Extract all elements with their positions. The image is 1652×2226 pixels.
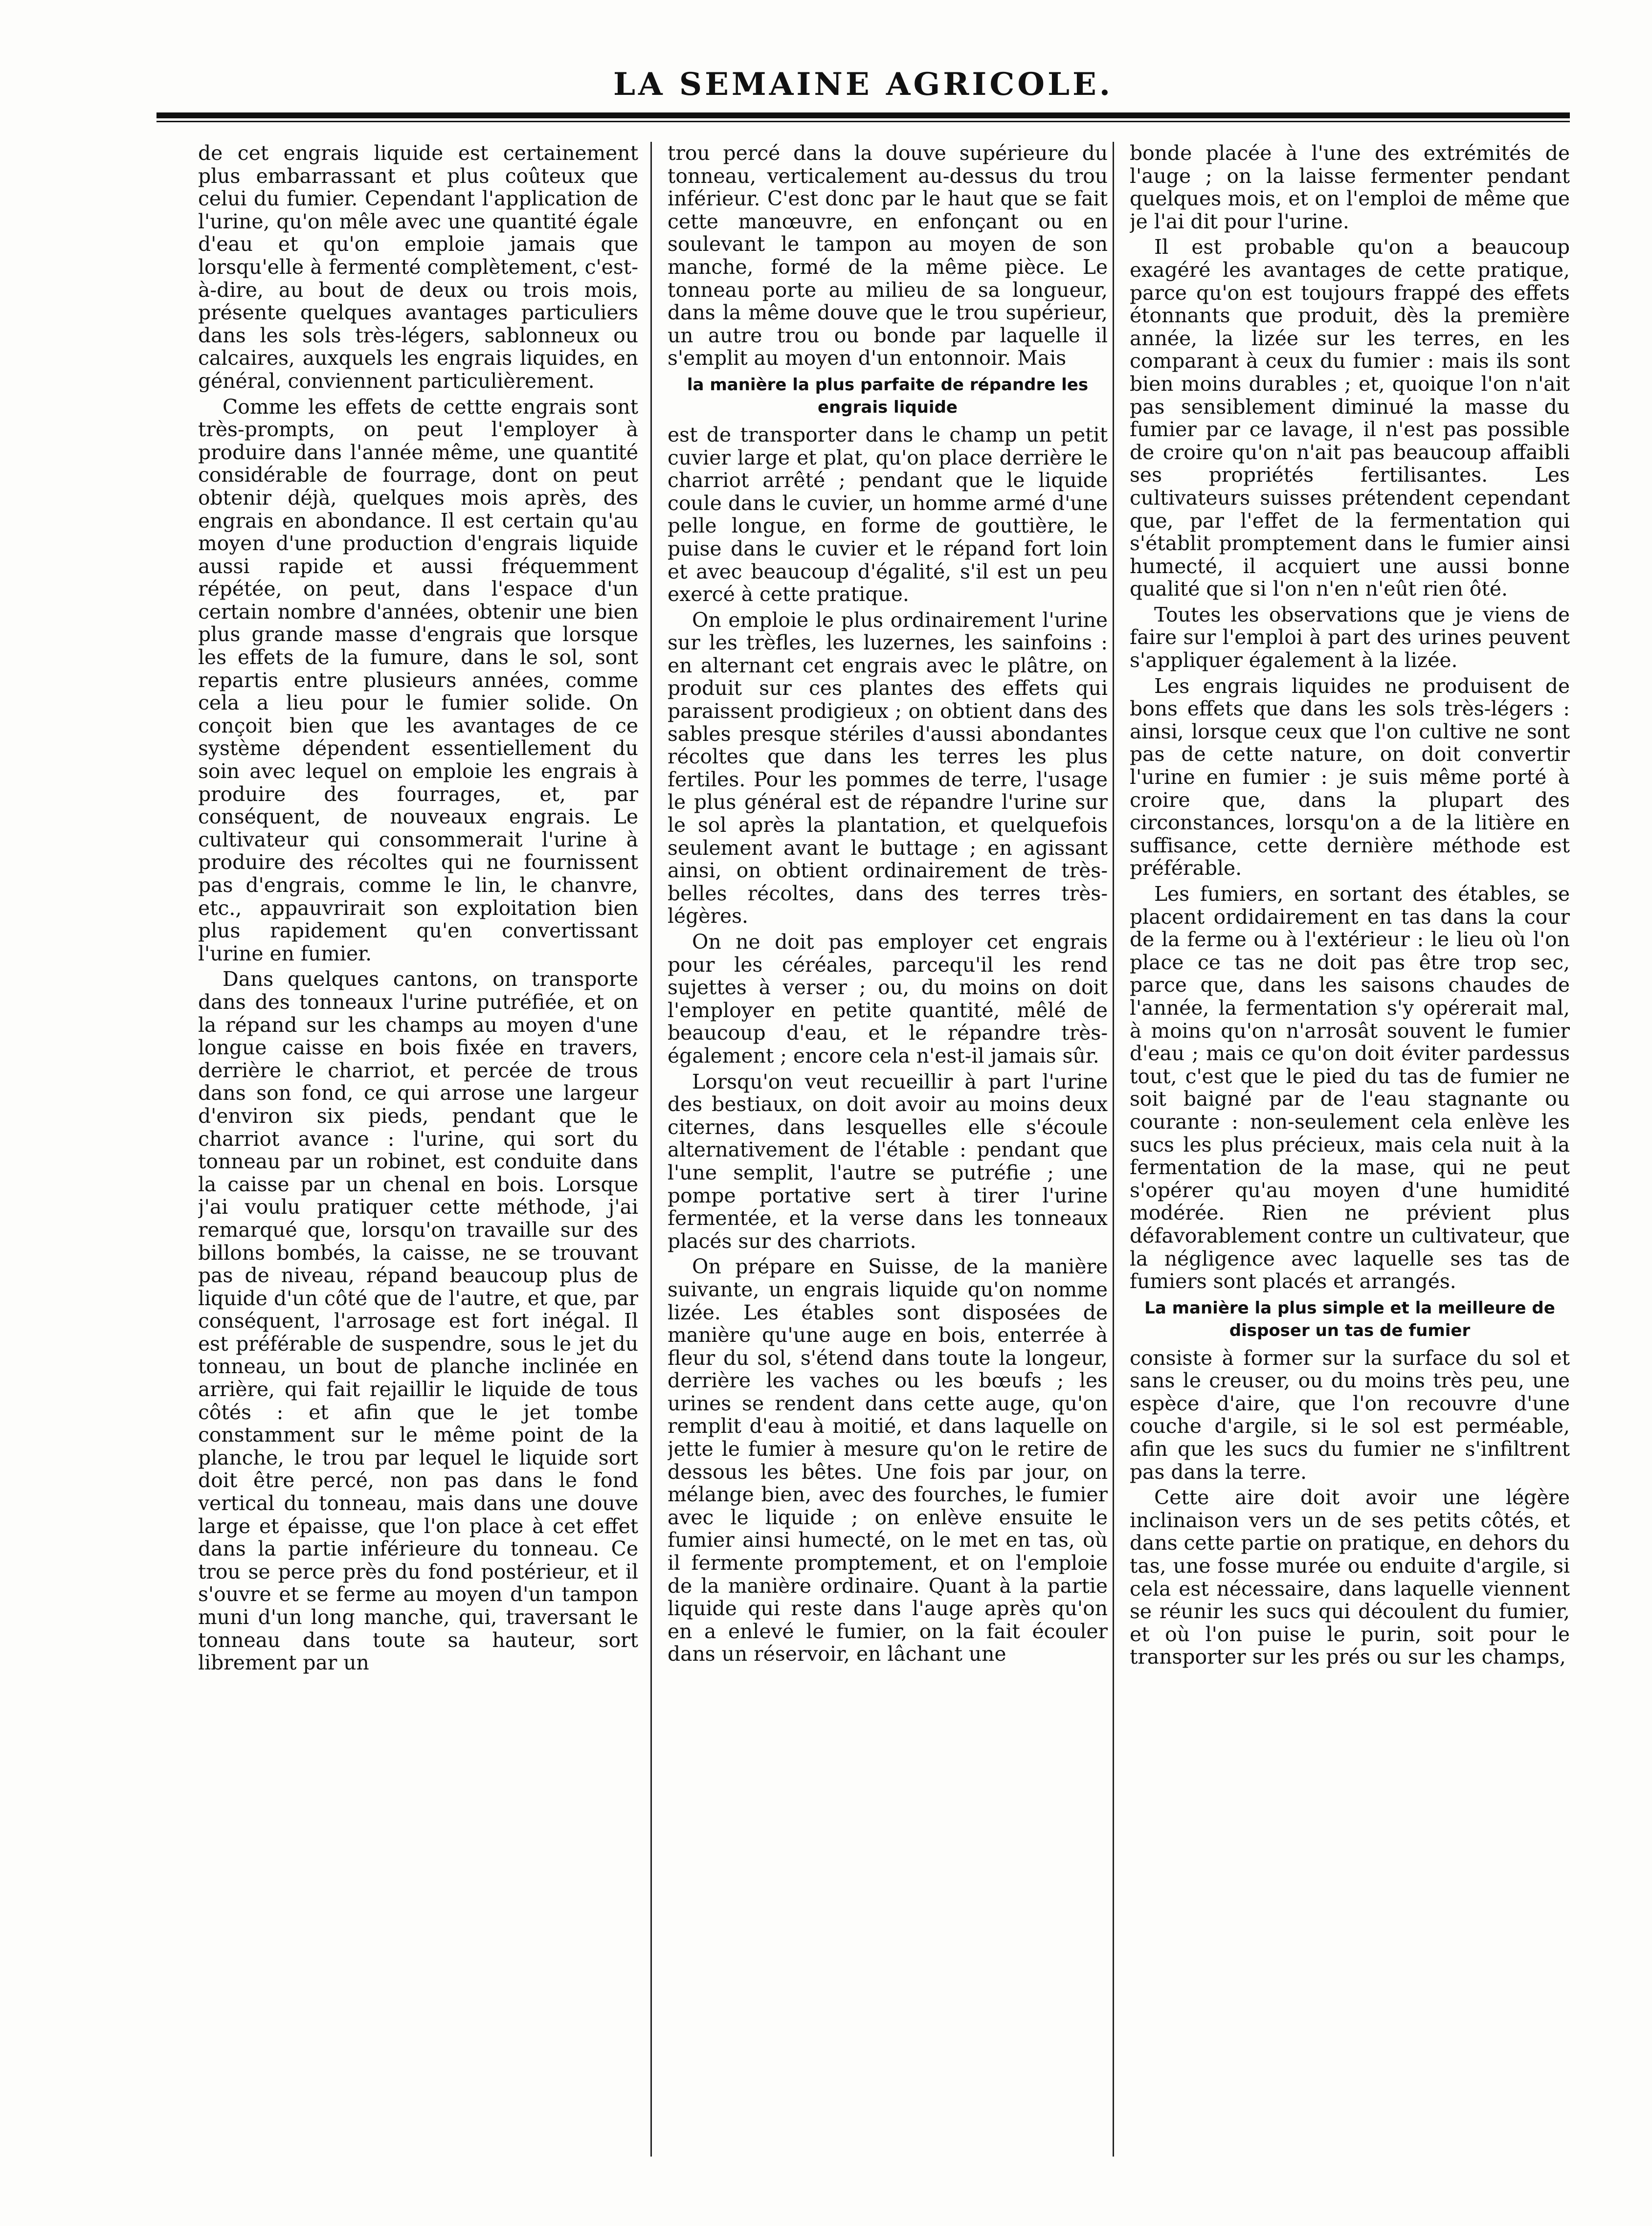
paragraph: consiste à former sur la surface du sol et sans le creuser, ou du moins très peu, une espèce d'aire, que l'on recouvre d'une couche d'argile, si le sol est perméable, afin que les sucs du fumier ne s'infiltrent pas dans la terre. (1130, 1346, 1570, 1484)
column-divider-2 (1113, 142, 1114, 2157)
page-title: LA SEMAINE AGRICOLE. (613, 66, 1114, 103)
paragraph: Les engrais liquides ne produisent de bons effets que dans les sols très-légers : ainsi, lorsque ceux que l'on cultive ne sont pas de cette nature, on doit convertir l'urine en fumier : je suis même porté à croire que, dans la plupart des circonstances, lorsqu'on a de la litière en suffisance, cette dernière méthode est préférable. (1130, 674, 1570, 880)
paragraph: Lorsqu'on veut recueillir à part l'urine des bestiaux, on doit avoir au moins deux citernes, dans lesquelles elle s'écoule alternativement de l'étable : pendant que l'une semplit, l'autre se putréfie ; une pompe portative sert à tirer l'urine fermentée, et la verse dans les tonneaux placés sur des charriots. (668, 1069, 1108, 1253)
paragraph: Les fumiers, en sortant des étables, se placent ordidairement en tas dans la cour de la ferme ou à l'extérieur : le lieu où l'on place ce tas ne doit pas être trop sec, parce que, dans les saisons chaudes de l'année, la fermentation s'y opérerait mal, à moins qu'on n'arrosât souvent le fumier d'eau ; mais ce qu'on doit éviter pardessus tout, c'est que le pied du tas de fumier ne soit baigné par de l'eau stagnante ou courante : non-seulement cela enlève les sucs les plus précieux, mais cela nuit à la fermentation de la mase, qui ne peut s'opérer qu'au moyen d'une humidité modérée. Rien ne prévient plus défavorablement contre un cultivateur, que la négligence avec laquelle ses tas de fumiers sont placés et arrangés. (1130, 882, 1570, 1293)
paragraph: Toutes les observations que je viens de faire sur l'emploi à part des urines peuvent s'appliquer également à la lizée. (1130, 602, 1570, 672)
column-divider-1 (650, 142, 652, 2157)
paragraph: de cet engrais liquide est certainement plus embarrassant et plus coûteux que celui du fumier. Cependant l'application de l'urine, qu'on mêle avec une quantité égale d'eau et qu'on emploie jamais que lorsqu'elle à fermenté complètement, c'est-à-dire, au bout de deux ou trois mois, présente quelques avantages particuliers dans les sols très-légers, sablonneux ou calcaires, auxquels les engrais liquides, en général, conviennent particulièrement. (198, 142, 638, 393)
section-heading: la manière la plus parfaite de répandre les engrais liquide (687, 375, 1089, 417)
text-column-3 (1130, 142, 1570, 2152)
section-heading: La manière la plus simple et la meilleure de disposer un tas de fumier (1144, 1298, 1555, 1340)
paragraph: On prépare en Suisse, de la manière suivante, un engrais liquide qu'on nomme lizée. Les étables sont disposées de manière qu'une auge en bois, enterrée à fleur du sol, s'étend dans toute la longeur, derrière les vaches ou les bœufs ; les urines se rendent dans cette auge, qu'on remplit d'eau à moitié, et dans laquelle on jette le fumier à mesure qu'on le retire de dessous les bêtes. Une fois par jour, on mélange bien, avec des fourches, le fumier avec le liquide ; on enlève ensuite le fumier ainsi humecté, on le met en tas, où il fermente promptement, et on l'emploie de la manière ordinaire. Quant à la partie liquide qui reste dans l'auge après qu'on en a enlevé le fumier, on la fait écouler dans un réservoir, en lâchant une (668, 1255, 1108, 1666)
header-rule-thin (156, 121, 1570, 122)
paragraph: Il est probable qu'on a beaucoup exagéré les avantages de cette pratique, parce qu'on est toujours frappé des effets étonnants que produit, dès la première année, la lizée sur les terres, en les comparant à ceux du fumier : mais ils sont bien moins durables ; et, quoique l'on n'ait pas sensiblement diminué la masse du fumier par ce lavage, il n'est pas possible de croire qu'on n'ait pas beaucoup affaibli ses propriétés fertilisantes. Les cultivateurs suisses prétendent cependant que, par l'effet de la fermentation qui s'établit promptement dans le fumier ainsi humecté, il acquiert une aussi bonne qualité que si l'on n'en n'eût rien ôté. (1130, 235, 1570, 601)
masthead (156, 66, 1570, 125)
header-rule-thick (156, 112, 1570, 118)
paragraph: On ne doit pas employer cet engrais pour les céréales, parcequ'il les rend sujettes à verser ; ou, du moins on doit l'employer en petite quantité, mêlé de beaucoup d'eau, et le répandre très-également ; encore cela n'est-il jamais sûr. (668, 930, 1108, 1068)
paragraph: trou percé dans la douve supérieure du tonneau, verticalement au-dessus du trou inférieur. C'est donc par le haut que se fait cette manœuvre, en enfonçant ou en soulevant le tampon au moyen de son manche, formé de la même pièce. Le tonneau porte au milieu de sa longueur, dans la même douve que le trou supérieur, un autre trou ou bonde par laquelle il s'emplit au moyen d'un entonnoir. Mais (668, 142, 1108, 370)
paragraph: Cette aire doit avoir une légère inclinaison vers un de ses petits côtés, et dans cette partie on pratique, en dehors du tas, une fosse murée ou enduite d'argile, si cela est nécessaire, dans laquelle viennent se réunir les sucs qui découlent du fumier, et où l'on puise le purin, soit pour le transporter sur les prés ou sur les champs, (1130, 1486, 1570, 1669)
text-column-1 (198, 142, 638, 2152)
paragraph: Comme les effets de cettte engrais sont très-prompts, on peut l'employer à produire dans l'année même, une quantité considérable de fourrage, dont on peut obtenir déjà, quelques mois après, des engrais en abondance. Il est certain qu'au moyen d'une production d'engrais liquide aussi rapide et aussi fréquemment répétée, on peut, dans l'espace d'un certain nombre d'années, obtenir une bien plus grande masse d'engrais que lorsque les effets de la fumure, dans le sol, sont repartis entre plusieurs années, comme cela a lieu pour le fumier solide. On conçoit bien que les avantages de ce système dépendent essentiellement du soin avec lequel on emploie les engrais à produire des fourrages, et, par conséquent, de nouveaux engrais. Le cultivateur qui consommerait l'urine à produire des récoltes qui ne fournissent pas d'engrais, comme le lin, le chanvre, etc., appauvrirait son exploitation bien plus rapidement qu'en convertissant l'urine en fumier. (198, 395, 638, 965)
paragraph: bonde placée à l'une des extrémités de l'auge ; on la laisse fermenter pendant quelques mois, et on l'emploi de même que je l'ai dit pour l'urine. (1130, 142, 1570, 233)
paragraph: Dans quelques cantons, on transporte dans des tonneaux l'urine putréfiée, et on la répand sur les champs au moyen d'une longue caisse en bois fixée en travers, derrière le charriot, et percée de trous dans son fond, ce qui arrose une largeur d'environ six pieds, pendant que le charriot avance : l'urine, qui sort du tonneau par un robinet, est conduite dans la caisse par un chenal en bois. Lorsque j'ai voulu pratiquer cette méthode, j'ai remarqué que, lorsqu'on travaille sur des billons bombés, la caisse, ne se trouvant pas de niveau, répand beaucoup plus de liquide d'un côté que de l'autre, et que, par conséquent, l'arrosage est fort inégal. Il est préférable de suspendre, sous le jet du tonneau, un bout de planche inclinée en arrière, qui fait rejaillir le liquide de tous côtés : et afin que le jet tombe constamment sur le même point de la planche, le trou par lequel le liquide sort doit être percé, non pas dans le fond vertical du tonneau, mais dans une douve large et épaisse, que l'on place à cet effet dans la partie inférieure du tonneau. Ce trou se perce près du fond postérieur, et il s'ouvre et se ferme au moyen d'un tampon muni d'un long manche, qui, traversant le tonneau dans toute sa hauteur, sort librement par un (198, 967, 638, 1675)
paragraph: On emploie le plus ordinairement l'urine sur les trèfles, les luzernes, les sainfoins : en alternant cet engrais avec le plâtre, on produit sur ces plantes des effets qui paraissent prodigieux ; on obtient dans des sables presque stériles d'aussi abondantes récoltes que dans les terres les plus fertiles. Pour les pommes de terre, l'usage le plus général est de répandre l'urine sur le sol après la plantation, et quelquefois seulement avant le buttage ; en agissant ainsi, on obtient ordinairement de très-belles récoltes, dans des terres très-légères. (668, 608, 1108, 928)
paragraph: est de transporter dans le champ un petit cuvier large et plat, qu'on place derrière le charriot arrêté ; pendant que le liquide coule dans le cuvier, un homme armé d'une pelle longue, en forme de gouttière, le puise dans le cuvier et le répand fort loin et avec beaucoup d'égalité, s'il est un peu exercé à cette pratique. (668, 423, 1108, 606)
text-column-2 (668, 142, 1108, 2152)
